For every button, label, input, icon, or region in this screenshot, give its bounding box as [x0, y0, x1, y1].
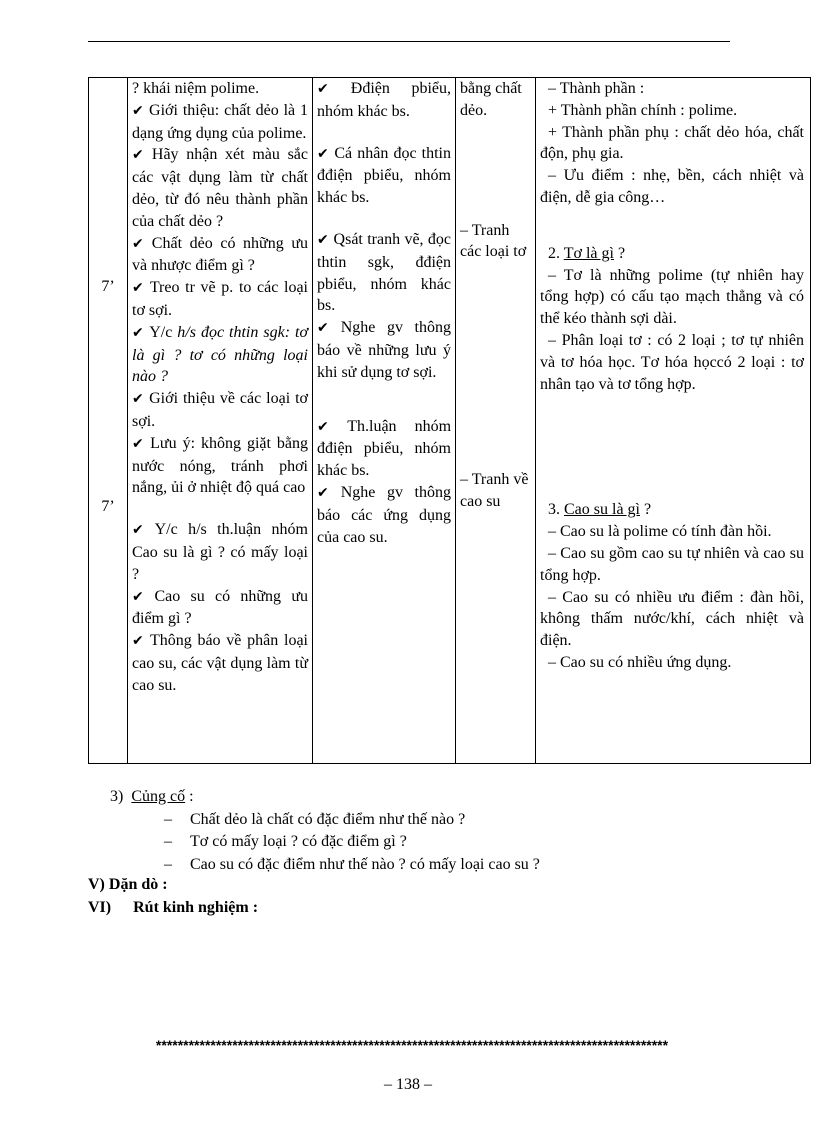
teacher-step — [132, 322, 308, 388]
student-step: ✔ Th.luận nhóm đđiện pbiểu, nhóm khác bs. — [317, 416, 451, 482]
content-line: – Cao su có nhiều ưu điểm : đàn hồi, không thấm nước/khí, cách nhiệt và điện. — [540, 588, 804, 650]
teacher-step: ✔ Giới thiệu: chất dẻo là 1 dạng ứng dụng của polime. — [132, 100, 308, 145]
content-line: – Phân loại tơ : có 2 loại ; tơ tự nhiên và tơ hóa học. Tơ hóa họccó 2 loại : tơ nhân tạo và tơ tổng hợp. — [540, 331, 804, 393]
header-rule — [88, 41, 730, 42]
materials-column — [456, 78, 536, 764]
consolidation-question: – Tơ có mấy loại ? có đặc điểm gì ? — [110, 831, 540, 854]
content-line: – Ưu điểm : nhẹ, bền, cách nhiệt và điện, dễ gia công… — [540, 167, 804, 206]
page-number: – 138 – — [384, 1076, 432, 1093]
teacher-step: ✔ Y/c h/s th.luận nhóm Cao su là gì ? có mấy loại ? — [132, 519, 308, 585]
teacher-step: ✔ Hãy nhận xét màu sắc các vật dụng làm từ chất dẻo, từ đó nêu thành phần của chất dẻo ? — [132, 144, 308, 232]
section-homework: V) Dặn dò : — [88, 876, 168, 893]
student-step: ✔ Nghe gv thông báo về những lưu ý khi sử dụng tơ sợi. — [317, 317, 451, 383]
content-line: – Cao su là polime có tính đàn hồi. — [548, 523, 772, 541]
content-line: + Thành phần chính : polime. — [548, 101, 738, 119]
content-line: – Tơ là những polime (tự nhiên hay tổng hợp) có cấu tạo mạch thẳng và có thể kéo thành sợi dài. — [540, 266, 804, 328]
heading-text: Cao su là gì — [564, 501, 640, 519]
teacher-step: ✔ Giới thiệu về các loại tơ sợi. — [132, 388, 308, 433]
teacher-step-lead: Y/c — [149, 323, 178, 341]
separator-stars: ********************************************************************************************** — [155, 1037, 669, 1053]
teacher-step-italic: h/s đọc thtin sgk: tơ là gì ? tơ có những loại nào ? — [132, 323, 308, 386]
heading-number: 2. — [548, 244, 564, 262]
content-line: + Thành phần phụ : chất dẻo hóa, chất độn, phụ gia. — [540, 123, 804, 163]
teacher-step: ✔ Thông báo về phân loại cao su, các vật dụng làm từ cao su. — [132, 630, 308, 696]
content-line: – Cao su có nhiều ứng dụng. — [548, 653, 732, 671]
consolidation-title: Củng cố — [131, 788, 186, 805]
content-heading-tos — [540, 243, 804, 265]
student-step: ✔ Cá nhân đọc thtin đđiện pbiểu, nhóm khác bs. — [317, 143, 451, 209]
materials-cell: – Tranh các loại tơ — [460, 221, 527, 261]
student-activity-column — [313, 78, 456, 764]
consolidation-heading — [110, 786, 540, 809]
student-step: ✔ Đđiện pbiểu, nhóm khác bs. — [317, 78, 451, 123]
materials-cell: – Tranh về cao su — [460, 471, 529, 510]
content-heading-caosu — [540, 499, 804, 521]
table-row — [89, 78, 811, 764]
content-line: – Thành phần : — [548, 80, 645, 97]
consolidation-question: – Cao su có đặc điểm như thế nào ? có mấy loại cao su ? — [110, 854, 540, 877]
consolidation-question: – Chất dẻo là chất có đặc điểm như thế nào ? — [110, 809, 540, 832]
consolidation-colon: : — [185, 788, 194, 805]
section-reflection — [88, 899, 258, 917]
section-title: Rút kinh nghiệm : — [133, 899, 259, 916]
lesson-table — [88, 77, 811, 764]
student-step: ✔ Qsát tranh vẽ, đọc thtin sgk, đđiện pbiểu, nhóm khác bs. — [317, 229, 451, 317]
content-column — [536, 78, 811, 764]
time-cell: 7’ — [101, 497, 115, 515]
teacher-step: ✔ Cao su có những ưu điểm gì ? — [132, 586, 308, 631]
time-cell: 7’ — [101, 278, 115, 295]
materials-cell: bằng chất dẻo. — [460, 80, 522, 119]
teacher-activity-column — [128, 78, 313, 764]
teacher-step: ✔ Lưu ý: không giặt bằng nước nóng, tránh phơi nắng, ủi ở nhiệt độ quá cao — [132, 433, 308, 499]
time-column — [89, 78, 128, 764]
heading-text: Tơ là gì — [563, 244, 614, 262]
heading-number: 3. — [548, 501, 564, 519]
section-number: VI) — [88, 899, 112, 916]
consolidation-section — [110, 786, 540, 876]
consolidation-number: 3) — [110, 788, 124, 805]
content-line: – Cao su gồm cao su tự nhiên và cao su tổng hợp. — [540, 544, 804, 584]
teacher-step: ? khái niệm polime. — [132, 80, 260, 97]
heading-tail: ? — [640, 501, 652, 519]
heading-tail: ? — [613, 244, 626, 262]
student-step: ✔ Nghe gv thông báo các ứng dụng của cao su. — [317, 482, 451, 548]
teacher-step: ✔ Treo tr vẽ p. to các loại tơ sợi. — [132, 277, 308, 322]
teacher-step: ✔ Chất dẻo có những ưu và nhược điểm gì ? — [132, 233, 308, 278]
